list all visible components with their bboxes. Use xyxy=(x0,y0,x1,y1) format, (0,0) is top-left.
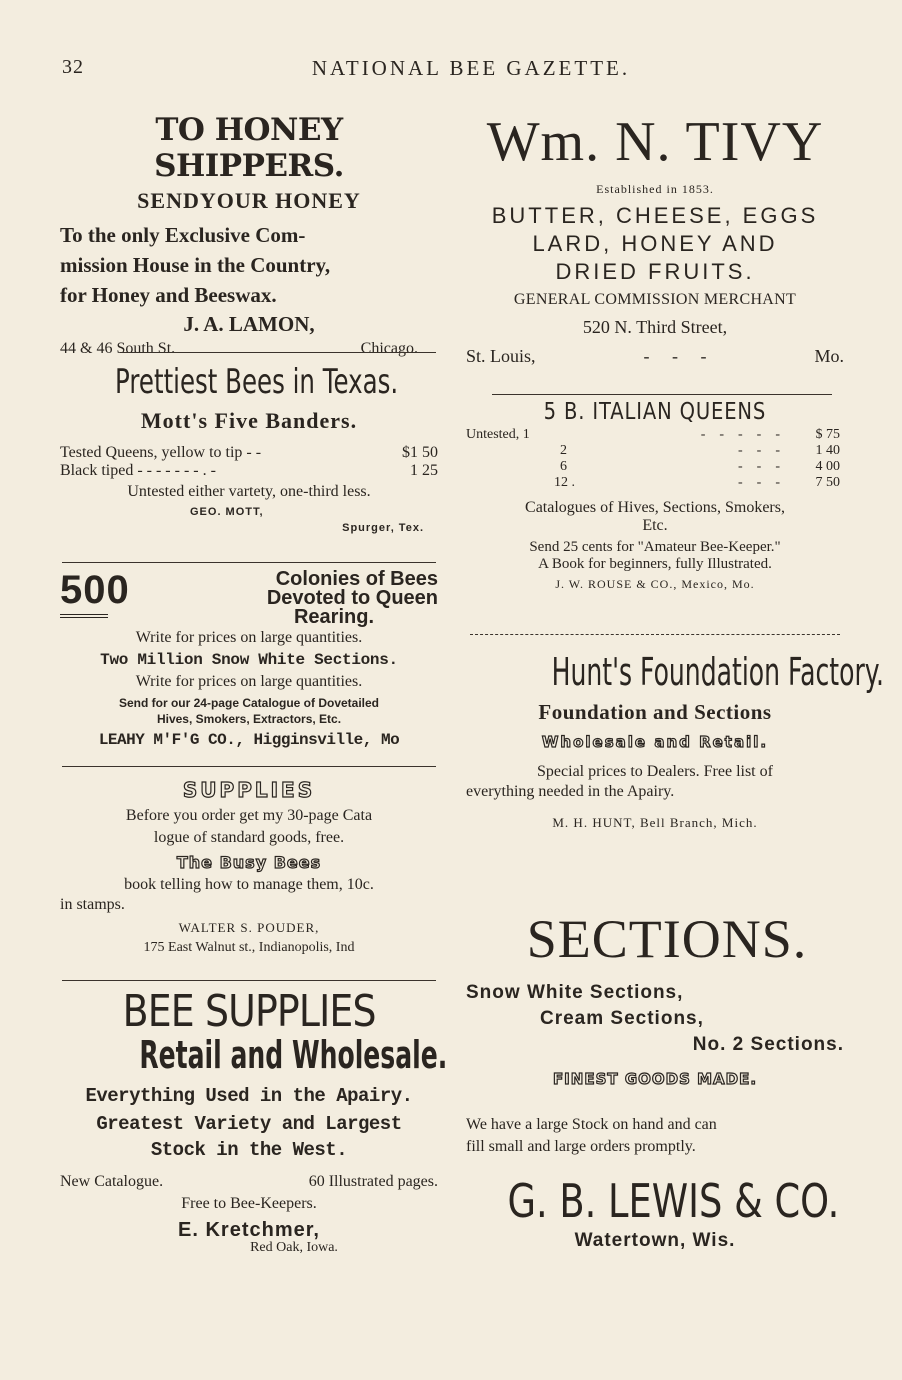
lewis-place: Watertown, Wis. xyxy=(574,1230,736,1251)
lewis-line-4: FINEST GOODS MADE. xyxy=(552,1070,758,1088)
kretchmer-line-3: Stock in the West. xyxy=(150,1139,348,1161)
tivy-line-4: GENERAL COMMISSION MERCHANT xyxy=(513,291,797,308)
ad-hunt xyxy=(466,650,885,831)
rouse-row-label: 6 xyxy=(560,459,567,474)
lewis-line-6: fill small and large orders promptly. xyxy=(466,1138,696,1155)
lamon-body-3: for Honey and Beeswax. xyxy=(60,283,277,307)
tivy-city: St. Louis, xyxy=(466,346,536,366)
divider xyxy=(120,352,436,353)
lamon-body-1: To the only Exclusive Com- xyxy=(60,223,306,247)
kretchmer-line-1: Everything Used in the Apairy. xyxy=(85,1085,413,1107)
page-number: 32 xyxy=(62,56,84,78)
leahy-line-2: Two Million Snow White Sections. xyxy=(100,651,398,669)
rouse-row-price: 7 50 xyxy=(815,475,840,490)
kretchmer-line-2: Greatest Variety and Largest xyxy=(96,1113,402,1135)
mott-price-label-1: Tested Queens, yellow to tip - - xyxy=(60,444,262,461)
ad-lewis xyxy=(466,908,844,1252)
kretchmer-headline-2: Retail and Wholesale. xyxy=(139,1033,448,1077)
ad-lamon xyxy=(60,112,438,358)
rouse-headline: 5 B. ITALIAN QUEENS xyxy=(543,399,767,425)
rouse-row xyxy=(466,459,844,475)
ad-leahy xyxy=(60,568,438,749)
tivy-established: Established in 1853. xyxy=(596,182,714,196)
kretchmer-name: E. Kretchmer, xyxy=(178,1219,320,1241)
hunt-name: M. H. HUNT, Bell Branch, Mich. xyxy=(552,815,758,830)
lamon-subhead: SENDYOUR HONEY xyxy=(137,188,361,213)
mott-place: Spurger, Tex. xyxy=(342,522,424,534)
leahy-number: 500 xyxy=(60,568,130,612)
hunt-subhead-2: Wholesale and Retail. xyxy=(541,733,769,751)
hunt-line-1: Special prices to Dealers. Free list of xyxy=(537,763,773,780)
pouder-line-3: book telling how to manage them, 10c. xyxy=(124,876,374,893)
leahy-line-1: Write for prices on large quantities. xyxy=(135,629,363,646)
mott-price-row-2 xyxy=(60,462,438,480)
leahy-title-1: Colonies of Bees xyxy=(275,568,438,590)
lamon-name: J. A. LAMON, xyxy=(183,312,315,336)
tivy-headline: Wm. N. TIVY xyxy=(486,111,824,173)
tivy-line-1: BUTTER, CHEESE, EGGS xyxy=(491,203,819,228)
leahy-line-5: Hives, Smokers, Extractors, Etc. xyxy=(156,712,342,726)
lewis-line-5: We have a large Stock on hand and can xyxy=(466,1116,717,1133)
kretchmer-place: Red Oak, Iowa. xyxy=(250,1240,338,1255)
kretchmer-catalogue-row xyxy=(60,1173,438,1191)
tivy-line-5: 520 N. Third Street, xyxy=(582,317,728,337)
rouse-row xyxy=(466,443,844,459)
mott-price-2: 1 25 xyxy=(410,462,438,479)
ad-kretchmer xyxy=(60,986,448,1256)
mott-note: Untested either vartety, one-third less. xyxy=(127,483,371,500)
pouder-address: 175 East Walnut st., Indianopolis, Ind xyxy=(143,940,355,955)
rouse-row-dashes: - - - - - xyxy=(700,427,780,442)
rouse-line-4: A Book for beginners, fully Illustrated. xyxy=(538,556,772,572)
mott-price-1: $1 50 xyxy=(402,444,438,461)
divider xyxy=(492,394,832,395)
rouse-row-dashes: - - - xyxy=(738,475,780,490)
rouse-row-label: 12 . xyxy=(554,475,575,490)
rouse-row-price: 4 00 xyxy=(815,459,840,474)
ad-pouder xyxy=(60,778,438,956)
lewis-line-1: Snow White Sections, xyxy=(466,982,684,1003)
mott-headline: Prettiest Bees in Texas. xyxy=(115,362,399,402)
rouse-row xyxy=(466,427,844,443)
tivy-dashes: - - - xyxy=(643,346,707,366)
hunt-line-2: everything needed in the Apairy. xyxy=(466,783,675,800)
mott-name: GEO. MOTT, xyxy=(190,506,264,518)
mott-subhead: Mott's Five Banders. xyxy=(140,408,358,433)
rouse-row-dashes: - - - xyxy=(738,443,780,458)
hunt-subhead: Foundation and Sections xyxy=(538,700,772,724)
leahy-title-3: Rearing. xyxy=(293,606,375,628)
pouder-name: WALTER S. POUDER, xyxy=(178,920,320,935)
rouse-line-2: Etc. xyxy=(642,517,668,534)
tivy-line-3: DRIED FRUITS. xyxy=(555,259,755,284)
kretchmer-headline-1: BEE SUPPLIES xyxy=(122,986,376,1037)
leahy-title-2: Devoted to Queen xyxy=(266,587,438,609)
rouse-row-label: Untested, 1 xyxy=(466,427,530,442)
ad-tivy xyxy=(466,110,844,367)
tivy-line-2: LARD, HONEY AND xyxy=(532,231,778,256)
publication-title: NATIONAL BEE GAZETTE. xyxy=(311,56,631,80)
lewis-headline: SECTIONS. xyxy=(526,909,808,969)
pouder-line-4: in stamps. xyxy=(60,896,125,913)
lamon-headline: TO HONEY SHIPPERS. xyxy=(154,112,344,184)
lewis-line-2: Cream Sections, xyxy=(540,1008,704,1029)
lamon-address-row xyxy=(60,340,438,358)
ad-rouse xyxy=(466,398,844,592)
divider xyxy=(62,980,436,981)
rouse-row-label: 2 xyxy=(560,443,567,458)
tivy-state: Mo. xyxy=(814,346,844,366)
mott-price-label-2: Black tiped - - - - - - - . - xyxy=(60,462,216,479)
kretchmer-catalogue-left: New Catalogue. xyxy=(60,1173,164,1190)
mott-price-row-1 xyxy=(60,444,438,462)
divider xyxy=(62,766,436,767)
ad-mott xyxy=(60,362,438,534)
rouse-row-price: $ 75 xyxy=(815,427,840,442)
rouse-price-table xyxy=(466,427,844,491)
leahy-title xyxy=(190,570,438,627)
divider xyxy=(62,562,436,563)
pouder-line-1: Before you order get my 30-page Cata xyxy=(125,807,373,824)
tivy-city-row xyxy=(466,346,844,367)
leahy-line-6: LEAHY M'F'G CO., Higginsville, Mo xyxy=(98,731,400,749)
lamon-address: 44 & 46 South St. xyxy=(60,340,176,357)
rouse-row-dashes: - - - xyxy=(738,459,780,474)
leahy-line-4: Send for our 24-page Catalogue of Dovetailed xyxy=(118,696,380,710)
pouder-line-2: logue of standard goods, free. xyxy=(153,829,345,846)
leahy-ornament xyxy=(60,614,108,618)
hunt-headline: Hunt's Foundation Factory. xyxy=(551,650,885,694)
rouse-row xyxy=(466,475,844,491)
kretchmer-line-4: Free to Bee-Keepers. xyxy=(181,1195,317,1212)
lamon-body-2: mission House in the Country, xyxy=(60,253,331,277)
rouse-row-price: 1 40 xyxy=(815,443,840,458)
rouse-line-3: Send 25 cents for "Amateur Bee-Keeper." xyxy=(529,539,781,555)
lewis-name: G. B. LEWIS & CO. xyxy=(507,1174,840,1228)
lamon-city: Chicago. xyxy=(360,340,418,357)
lewis-line-3: No. 2 Sections. xyxy=(692,1034,844,1055)
rouse-name: J. W. ROUSE & CO., Mexico, Mo. xyxy=(555,577,755,591)
pouder-headline: SUPPLIES xyxy=(182,778,316,802)
pouder-book-title: The Busy Bees xyxy=(176,853,322,872)
kretchmer-catalogue-right: 60 Illustrated pages. xyxy=(308,1173,438,1190)
leahy-line-3: Write for prices on large quantities. xyxy=(135,673,363,690)
rouse-line-1: Catalogues of Hives, Sections, Smokers, xyxy=(525,499,785,516)
divider xyxy=(470,634,840,635)
